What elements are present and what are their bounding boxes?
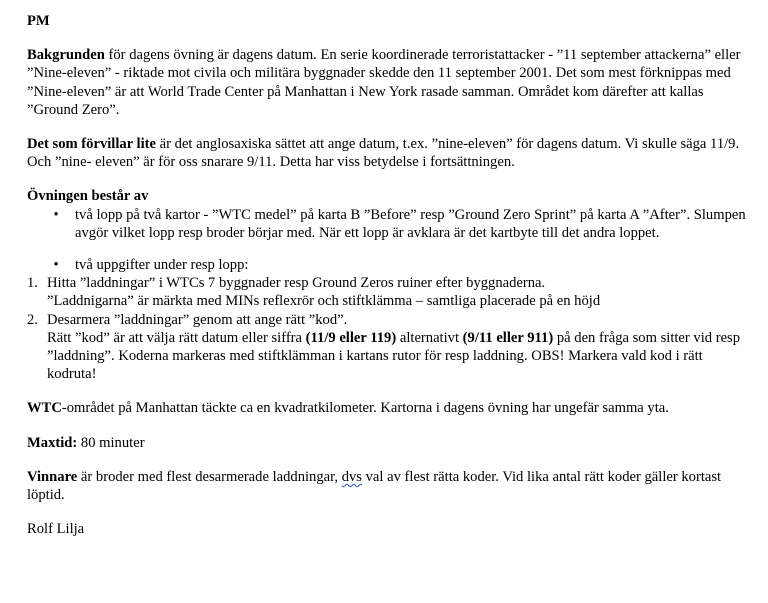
code-option-1: (11/9 eller 119) <box>305 329 397 346</box>
item-1-note: ”Laddnigarna” är märkta med MINs reflexrör och stiftklämma – samtliga placerade på en höjd <box>47 293 601 310</box>
item-number: 2. <box>27 311 38 328</box>
code-option-2: (9/11 eller 911) <box>462 329 554 346</box>
numbered-item-2 <box>27 311 750 329</box>
exercise-list <box>27 206 750 384</box>
bullet-text-2: två uppgifter under resp lopp: <box>75 257 249 274</box>
code-text-mid: alternativt <box>396 329 463 346</box>
list-item <box>27 206 750 242</box>
code-text-post: på den fråga som sitter vid resp ”laddning”. Koderna markeras med stiftklämman i kartans rutor för resp laddning. OBS! Markera vald kod i rätt kodruta! <box>47 329 741 383</box>
list-spacer <box>27 242 750 256</box>
paragraph-maxtime <box>27 434 750 452</box>
confusion-text: är det anglosaxiska sättet att ange datum, t.ex. ”nine-eleven” för dagens datum. Vi skulle säga 11/9. Och ”nine- eleven” är för oss snarare 9/11. Detta har viss betydelse i fortsättningen. <box>27 136 740 171</box>
winner-text-pre: är broder med flest desarmerade laddningar, <box>77 468 342 485</box>
document-heading: PM <box>27 13 50 29</box>
maxtime-lead: Maxtid: <box>27 434 78 451</box>
numbered-item-1 <box>27 274 750 292</box>
paragraph-confusion <box>27 135 750 171</box>
background-text: för dagens övning är dagens datum. En serie koordinerade terroristattacker - ”11 september attackerna” eller ”Nine-eleven” - riktade mot civila och militära byggnader skedde den 11 september 2001. Det som mest förknippas med ”Nine-eleven” är att World Trade Center på Manhattan i New York rasade samman. Området kom därefter att kallas ”Ground Zero”. <box>27 47 741 118</box>
item-2-note <box>27 329 750 384</box>
item-number: 1. <box>27 275 38 292</box>
confusion-lead: Det som förvillar lite <box>27 136 157 153</box>
spellcheck-word: dvs <box>341 468 362 485</box>
background-lead: Bakgrunden <box>27 47 105 64</box>
item-text: Desarmera ”laddningar” genom att ange rätt ”kod”. <box>47 311 348 328</box>
winner-text-post: val av flest rätta koder. Vid lika antal rätt koder gäller kortast löptid. <box>27 468 722 504</box>
signature: Rolf Lilja <box>27 521 85 538</box>
bullet-icon: • <box>53 206 59 223</box>
item-text: Hitta ”laddningar” i WTCs 7 byggnader resp Ground Zeros ruiner efter byggnaderna. <box>47 275 546 292</box>
list-item <box>27 256 750 274</box>
maxtime-text: 80 minuter <box>77 434 145 451</box>
code-text-pre: Rätt ”kod” är att välja rätt datum eller siffra <box>47 329 306 346</box>
paragraph-winner <box>27 468 750 504</box>
bullet-icon: • <box>53 257 59 274</box>
wtc-lead: WTC <box>27 400 62 417</box>
wtc-text: -området på Manhattan täckte ca en kvadratkilometer. Kartorna i dagens övning har ungefär samma yta. <box>61 400 669 417</box>
paragraph-wtc <box>27 399 750 417</box>
winner-lead: Vinnare <box>27 468 78 485</box>
exercise-heading <box>27 187 750 205</box>
bullet-text-1: två lopp på två kartor - ”WTC medel” på karta B ”Before” resp ”Ground Zero Sprint” på karta A ”After”. Slumpen avgör vilket lopp resp broder börjar med. När ett lopp är avklara är det kartbyte till det andra loppet. <box>75 206 746 241</box>
exercise-heading-text: Övningen består av <box>27 188 149 205</box>
paragraph-background <box>27 46 750 119</box>
